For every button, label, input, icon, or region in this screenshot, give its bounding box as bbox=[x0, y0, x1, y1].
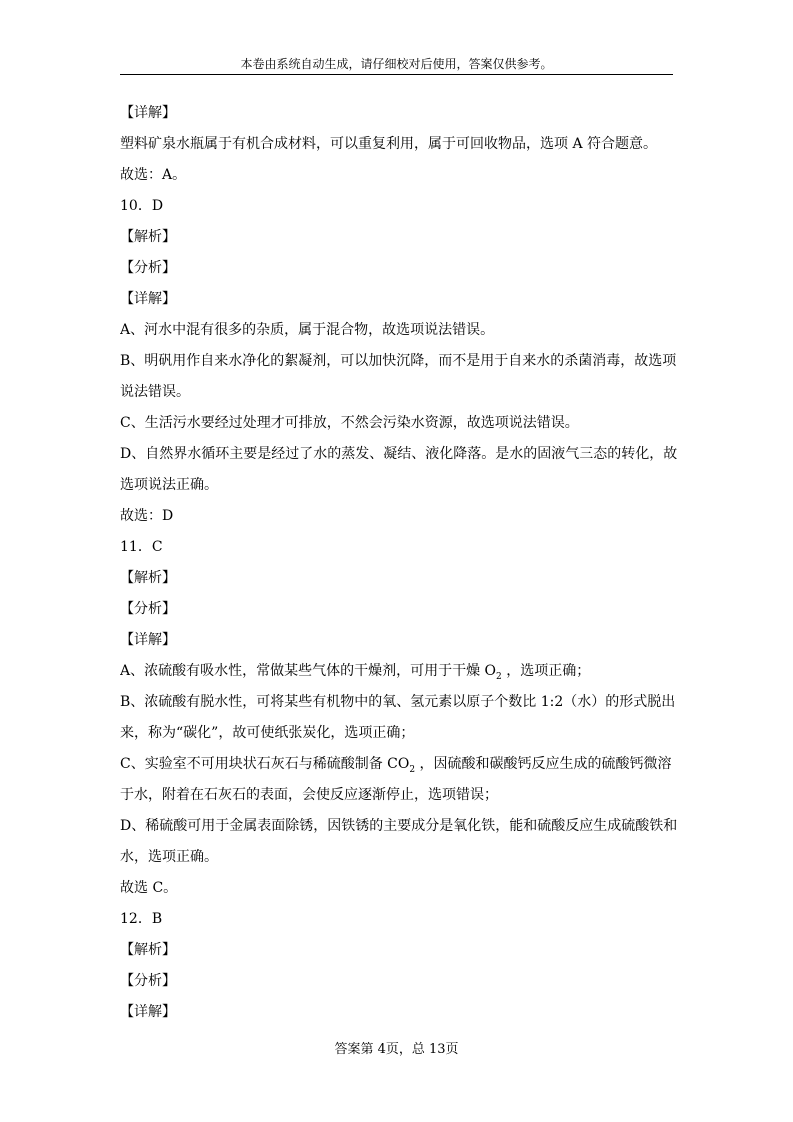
text-line: 于水，附着在石灰石的表面，会使反应逐渐停止，选项错误； bbox=[120, 787, 498, 803]
text-line bbox=[120, 749, 680, 780]
section-label: 【解析】 bbox=[120, 570, 176, 586]
text-line: 故选：D bbox=[120, 508, 174, 524]
section-label: 【分析】 bbox=[120, 601, 176, 617]
section-label: 【详解】 bbox=[120, 1004, 176, 1020]
section-label: 【详解】 bbox=[120, 291, 176, 307]
page-footer: 答案第 4页，总 13页 bbox=[334, 1042, 459, 1057]
text-line: D、自然界水循环主要是经过了水的蒸发、凝结、液化降落。是水的固液气三态的转化，故 bbox=[120, 446, 678, 462]
subscript: 2 bbox=[496, 671, 502, 682]
text-line: B、明矾用作自来水净化的絮凝剂，可以加快沉降，而不是用于自来水的杀菌消毒，故选项 bbox=[120, 353, 677, 369]
answer-content bbox=[120, 98, 680, 1028]
text-line: C、生活污水要经过处理才可排放，不然会污染水资源，故选项说法错误。 bbox=[120, 415, 579, 431]
text-line: 水，选项正确。 bbox=[120, 849, 218, 865]
question-number: 11．C bbox=[120, 539, 163, 555]
text-line: 来，称为“碳化”，故可使纸张炭化，选项正确； bbox=[120, 725, 415, 741]
section-label: 【分析】 bbox=[120, 260, 176, 276]
question-number: 12．B bbox=[120, 911, 163, 927]
text-segment: C、实验室不可用块状石灰石与稀硫酸制备 CO bbox=[120, 756, 410, 772]
text-line: 故选 C。 bbox=[120, 880, 178, 896]
question-number: 10．D bbox=[120, 198, 164, 214]
text-line: D、稀硫酸可用于金属表面除锈，因铁锈的主要成分是氧化铁，能和硫酸反应生成硫酸铁和 bbox=[120, 818, 678, 834]
section-label: 【解析】 bbox=[120, 942, 176, 958]
text-line: 塑料矿泉水瓶属于有机合成材料，可以重复利用，属于可回收物品，选项 A 符合题意。 bbox=[120, 136, 658, 152]
text-line bbox=[120, 656, 680, 687]
section-label: 【详解】 bbox=[120, 632, 176, 648]
page-header: 本卷由系统自动生成，请仔细校对后使用，答案仅供参考。 bbox=[240, 57, 553, 71]
text-segment: ，因硫酸和碳酸钙反应生成的硫酸钙微溶 bbox=[415, 756, 672, 772]
text-line: 说法错误。 bbox=[120, 384, 190, 400]
subscript: 2 bbox=[409, 764, 416, 775]
text-segment: ，选项正确； bbox=[501, 663, 591, 679]
text-line: 故选：A。 bbox=[120, 167, 187, 183]
text-segment: A、浓硫酸有吸水性，常做某些气体的干燥剂，可用于干燥 O bbox=[120, 663, 497, 679]
text-line: 选项说法正确。 bbox=[120, 477, 218, 493]
section-label: 【解析】 bbox=[120, 229, 176, 245]
text-line: A、河水中混有很多的杂质，属于混合物，故选项说法错误。 bbox=[120, 322, 495, 338]
text-line: 【详解】 bbox=[120, 105, 176, 121]
section-label: 【分析】 bbox=[120, 973, 176, 989]
header-divider bbox=[120, 74, 673, 75]
text-line: B、浓硫酸有脱水性，可将某些有机物中的氧、氢元素以原子个数比 1:2（水）的形式脱出 bbox=[120, 694, 676, 710]
